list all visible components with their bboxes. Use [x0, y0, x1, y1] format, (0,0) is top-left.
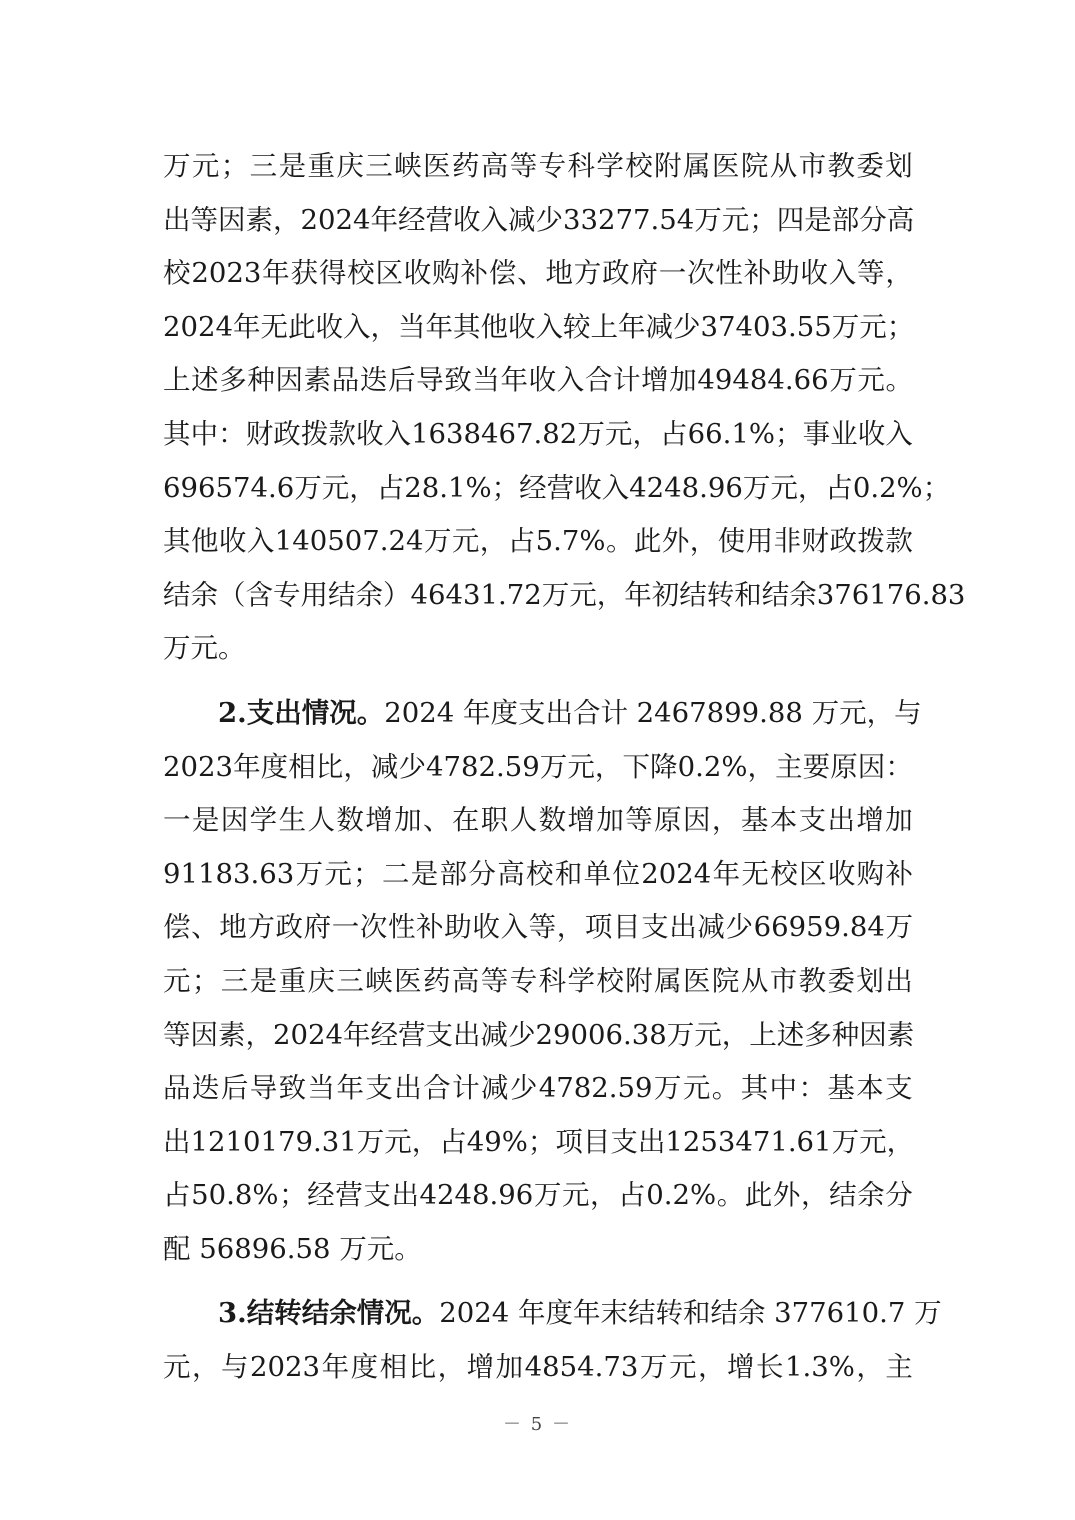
text-line: 偿 、 地 方 政 府 一 次 性 补 助 收 入 等 ， 项 目 支 出 减 少 66959.84 万 [163, 911, 913, 944]
section-2-first-line [163, 687, 922, 741]
section-2-heading: 2.支出情况。 [218, 696, 385, 729]
text-line: 出 等 因 素 ， 2024 年 经 营 收 入 减 少 33277.54 万 元 ； 四 是 部 分 高 [163, 203, 915, 236]
text-line: 696574.6 万 元 ， 占 28.1% ； 经 营 收 入 4248.96 万 元 ， 占 0.2% ； [163, 471, 951, 504]
text-line: 一 是 因 学 生 人 数 增 加 、 在 职 人 数 增 加 等 原 因 ， 基 本 支 出 增 加 [163, 804, 913, 837]
text-line: 品 迭 后 导 致 当 年 支 出 合 计 减 少 4782.59 万 元 。 其 中 ： 基 本 支 [163, 1072, 913, 1105]
text-line: 上 述 多 种 因 素 品 迭 后 导 致 当 年 收 入 合 计 增 加 49484.66 万 元 。 [163, 364, 913, 397]
text-line: 万 元 ； 三 是 重 庆 三 峡 医 药 高 等 专 科 学 校 附 属 医 院 从 市 教 委 划 [163, 150, 913, 182]
text-line: 万元。 [163, 632, 246, 665]
text-run: 2024 年度年末结转和结余 377610.7 万 [439, 1297, 942, 1330]
text-line: 占 50.8% ； 经 营 支 出 4248.96 万 元 ， 占 0.2% 。 此 外 ， 结 余 分 [163, 1179, 913, 1212]
text-line: 等 因 素 ， 2024 年 经 营 支 出 减 少 29006.38 万 元 ， 上 述 多 种 因 素 [163, 1018, 915, 1051]
text-line: 元 ， 与 2023 年 度 相 比 ， 增 加 4854.73 万 元 ， 增 长 1.3% ， 主 [163, 1351, 913, 1384]
section-3-first-line [163, 1287, 942, 1341]
text-line: 校 2023 年 获 得 校 区 收 购 补 偿 、 地 方 政 府 一 次 性 补 助 收 入 等 ， [163, 257, 913, 290]
body-text [163, 140, 966, 1395]
text-line: 出 1210179.31 万 元 ， 占 49% ； 项 目 支 出 1253471.61 万 元 ， [163, 1125, 915, 1158]
page-number: － 5 － [503, 1414, 572, 1435]
text-line: 配 56896.58 万元。 [163, 1232, 422, 1265]
section-3-heading: 3.结转结余情况。 [218, 1297, 440, 1330]
text-line: 2024 年 无 此 收 入 ， 当 年 其 他 收 入 较 上 年 减 少 37403.55 万 元 ； [163, 310, 915, 343]
text-line: 91183.63 万 元 ； 二 是 部 分 高 校 和 单 位 2024 年 无 校 区 收 购 补 [163, 857, 913, 890]
text-line: 元 ； 三 是 重 庆 三 峡 医 药 高 等 专 科 学 校 附 属 医 院 从 市 教 委 划 出 [163, 964, 913, 997]
text-run: 2024 年度支出合计 2467899.88 万元，与 [384, 696, 922, 729]
text-line: 其 他 收 入 140507.24 万 元 ， 占 5.7% 。 此 外 ， 使 用 非 财 政 拨 款 [163, 525, 913, 558]
text-line: 其 中 ： 财 政 拨 款 收 入 1638467.82 万 元 ， 占 66.1% ； 事 业 收 入 [163, 417, 913, 450]
text-line: 2023 年 度 相 比 ， 减 少 4782.59 万 元 ， 下 降 0.2% ， 主 要 原 因 ： [163, 750, 913, 783]
text-line: 结 余 （ 含 专 用 结 余 ） 46431.72 万 元 ， 年 初 结 转 和 结 余 376176.83 [163, 578, 966, 611]
